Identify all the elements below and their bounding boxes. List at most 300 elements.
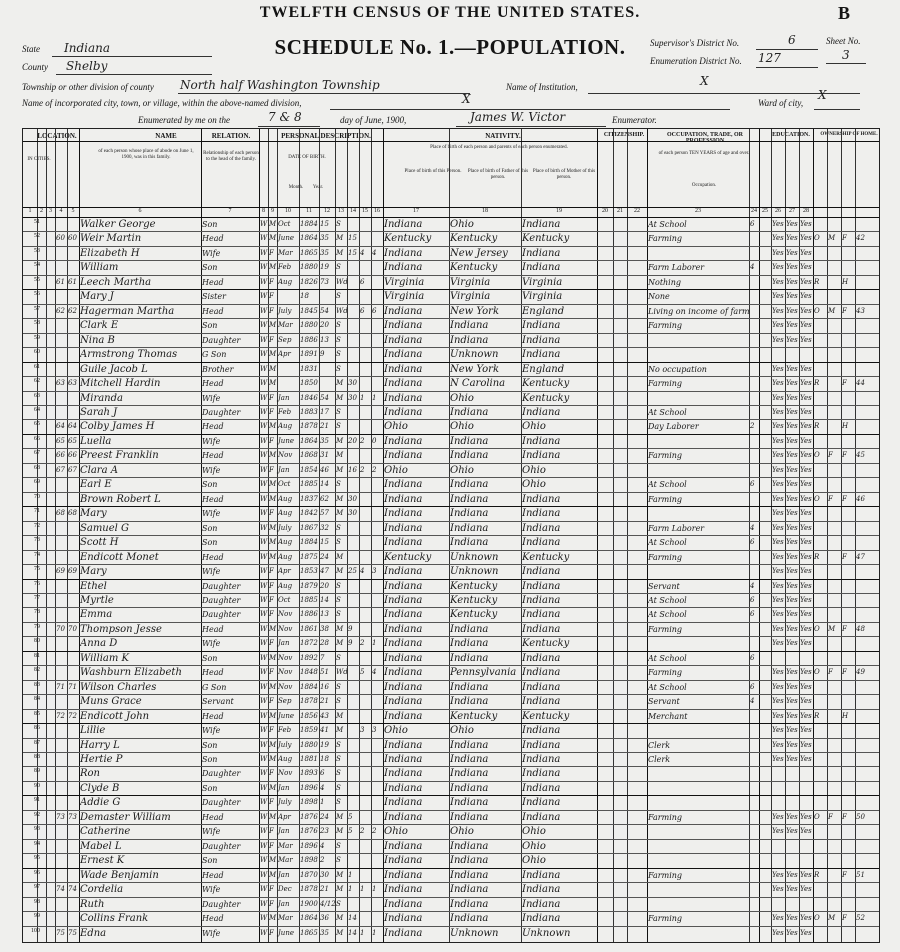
cell-schedule: 43 — [856, 306, 865, 315]
cell-english: Yes — [800, 379, 812, 388]
cell-marital: M — [336, 827, 344, 836]
cell-read: Yes — [772, 321, 784, 330]
cell-read: Yes — [772, 277, 784, 286]
cell-dwelling: 75 — [56, 928, 65, 937]
column-number: 1 — [28, 208, 32, 214]
cell-read: Yes — [772, 263, 784, 272]
cell-write: Yes — [786, 234, 798, 243]
cell-line: 76 — [34, 580, 40, 587]
cell-birth: Indiana — [384, 334, 423, 346]
cell-marital: S — [336, 422, 341, 431]
cell-color: W — [260, 711, 268, 720]
cell-relation: Head — [202, 552, 224, 562]
cell-birth: Indiana — [384, 638, 423, 650]
cell-birth: Ohio — [384, 421, 408, 433]
cell-yrs-married: 5 — [348, 827, 353, 836]
cell-sex: M — [269, 538, 277, 547]
cell-relation: Wife — [202, 726, 221, 736]
cell-color: W — [260, 451, 268, 460]
cell-read: Yes — [772, 740, 784, 749]
cell-month: July — [278, 740, 292, 749]
cell-line: 58 — [34, 320, 40, 327]
cell-sex: M — [269, 364, 277, 373]
column-number: 25 — [762, 208, 768, 214]
cell-mother-birth: Indiana — [522, 262, 561, 274]
cell-marital: S — [336, 697, 341, 706]
cell-color: W — [260, 263, 268, 272]
cell-mother-birth: Kentucky — [522, 638, 570, 650]
cell-year: 1891 — [300, 350, 318, 359]
table-row — [23, 289, 879, 303]
cell-line: 91 — [34, 797, 40, 804]
cell-relation: Son — [202, 321, 218, 331]
cell-months-not-employed: 2 — [750, 422, 755, 431]
cell-english: Yes — [800, 465, 812, 474]
cell-write: Yes — [786, 509, 798, 518]
cell-read: Yes — [772, 292, 784, 301]
sub-nativity-desc: Place of birth of each person and parents of each person enumerated. — [430, 145, 568, 150]
cell-marital: M — [336, 711, 344, 720]
cell-line: 90 — [34, 782, 40, 789]
cell-read: Yes — [772, 248, 784, 257]
cell-father-birth: Unknown — [450, 349, 499, 361]
cell-children-born: 4 — [360, 248, 365, 257]
cell-father-birth: Ohio — [450, 826, 474, 838]
cell-relation: Daughter — [202, 769, 241, 779]
cell-color: W — [260, 740, 268, 749]
table-row — [23, 362, 879, 376]
cell-line: 86 — [34, 725, 40, 732]
cell-dwelling: 67 — [56, 465, 65, 474]
group-ownership: OWNERSHIP OF HOME. — [820, 132, 878, 137]
table-row — [23, 651, 879, 665]
cell-write: Yes — [786, 682, 798, 691]
cell-year: 1864 — [300, 234, 318, 243]
cell-month: Jan — [278, 393, 290, 402]
cell-yrs-married: 1 — [348, 885, 353, 894]
cell-children-living: 1 — [372, 928, 377, 937]
cell-color: W — [260, 841, 268, 850]
cell-marital: S — [336, 610, 341, 619]
cell-read: Yes — [772, 234, 784, 243]
cell-father-birth: Unknown — [450, 927, 499, 939]
cell-children-living: 4 — [372, 248, 377, 257]
cell-english: Yes — [800, 610, 812, 619]
cell-english: Yes — [800, 263, 812, 272]
cell-family: 67 — [68, 465, 77, 474]
cell-line: 56 — [34, 291, 40, 298]
table-row — [23, 318, 879, 332]
cell-sex: F — [269, 928, 274, 937]
cell-birth: Indiana — [384, 435, 423, 447]
cell-year: 1893 — [300, 769, 318, 778]
cell-mother-birth: Indiana — [522, 609, 561, 621]
cell-farm: F — [842, 234, 847, 243]
cell-months-not-employed: 6 — [750, 220, 755, 228]
cell-line: 95 — [34, 855, 40, 862]
cell-read: Yes — [772, 711, 784, 720]
cell-write: Yes — [786, 436, 798, 445]
cell-line: 61 — [34, 363, 40, 370]
table-row — [23, 217, 879, 231]
cell-relation: Son — [202, 755, 218, 765]
cell-color: W — [260, 248, 268, 257]
cell-relation: Wife — [202, 567, 221, 577]
cell-birth: Indiana — [384, 493, 423, 505]
cell-relation: Head — [202, 422, 224, 432]
cell-father-birth: Ohio — [450, 392, 474, 404]
cell-family: 63 — [68, 379, 77, 388]
cell-name: Washburn Elizabeth — [80, 667, 182, 679]
table-row — [23, 535, 879, 549]
cell-color: W — [260, 914, 268, 923]
enumeration-district-label: Enumeration District No. — [650, 56, 742, 66]
column-number: 2 — [40, 208, 43, 214]
cell-name: Muns Grace — [80, 696, 142, 708]
cell-marital: S — [336, 899, 341, 908]
cell-sex: M — [269, 451, 277, 460]
cell-relation: Daughter — [202, 595, 241, 605]
cell-relation: Wife — [202, 639, 221, 649]
group-occupation: OCCUPATION, TRADE, OR PROFESSION — [666, 132, 743, 144]
cell-dwelling: 64 — [56, 422, 65, 431]
cell-english: Yes — [800, 393, 812, 402]
cell-relation: Head — [202, 234, 224, 244]
cell-write: Yes — [786, 263, 798, 272]
cell-occupation: At School — [648, 653, 687, 663]
cell-english: Yes — [800, 682, 812, 691]
cell-color: W — [260, 899, 268, 908]
cell-father-birth: New York — [450, 363, 499, 375]
cell-occupation: Farming — [648, 668, 683, 678]
cell-read: Yes — [772, 480, 784, 489]
cell-line: 59 — [34, 334, 40, 341]
cell-read: Yes — [772, 870, 784, 879]
enumerator-label: Enumerator. — [612, 115, 657, 125]
cell-month: Aug — [278, 755, 293, 764]
cell-write: Yes — [786, 465, 798, 474]
cell-age: 18 — [320, 755, 329, 764]
cell-mother-birth: Ohio — [522, 479, 546, 491]
cell-month: July — [278, 798, 292, 807]
cell-father-birth: Indiana — [450, 508, 489, 520]
cell-sex: F — [269, 335, 274, 344]
cell-write: Yes — [786, 451, 798, 460]
cell-year: 1880 — [300, 740, 318, 749]
cell-sex: F — [269, 292, 274, 301]
cell-birth: Indiana — [384, 522, 423, 534]
cell-mother-birth: Ohio — [522, 826, 546, 838]
cell-relation: Son — [202, 856, 218, 866]
cell-name: Wade Benjamin — [80, 869, 159, 881]
cell-yrs-married: 25 — [348, 567, 357, 576]
cell-farm: F — [842, 668, 847, 677]
cell-year: 1884 — [300, 538, 318, 547]
table-row — [23, 347, 879, 361]
cell-occupation: At School — [648, 595, 687, 605]
group-location: LOCATION. — [37, 132, 77, 140]
cell-month: June — [278, 234, 294, 243]
cell-schedule: 50 — [856, 812, 865, 821]
cell-birth: Indiana — [384, 797, 423, 809]
cell-months-not-employed: 6 — [750, 610, 755, 619]
cell-color: W — [260, 567, 268, 576]
cell-name: Earl E — [80, 479, 112, 491]
cell-color: W — [260, 350, 268, 359]
cell-marital: S — [336, 798, 341, 807]
cell-month: Nov — [278, 610, 293, 619]
cell-sex: M — [269, 740, 277, 749]
cell-english: Yes — [800, 277, 812, 286]
cell-farm: F — [842, 379, 847, 388]
cell-father-birth: Ohio — [450, 421, 474, 433]
cell-marital: S — [336, 740, 341, 749]
cell-marital: S — [336, 523, 341, 532]
cell-mother-birth: Virginia — [522, 291, 563, 303]
cell-name: Scott H — [80, 537, 119, 549]
cell-color: W — [260, 639, 268, 648]
cell-relation: Son — [202, 740, 218, 750]
cell-age: 43 — [320, 711, 329, 720]
enumerator-name: James W. Victor — [470, 110, 566, 124]
cell-occupation: Farming — [648, 812, 683, 822]
cell-age: 15 — [320, 538, 329, 547]
cell-sex: F — [269, 248, 274, 257]
cell-father-birth: Ohio — [450, 219, 474, 230]
cell-english: Yes — [800, 914, 812, 923]
cell-mother-birth: Indiana — [522, 320, 561, 332]
cell-line: 98 — [34, 898, 40, 905]
table-row — [23, 506, 879, 520]
cell-line: 96 — [34, 869, 40, 876]
cell-father-birth: Indiana — [450, 623, 489, 635]
cell-father-birth: Ohio — [450, 725, 474, 737]
cell-month: Feb — [278, 263, 292, 272]
cell-year: 1848 — [300, 668, 318, 677]
cell-yrs-married: 9 — [348, 624, 353, 633]
cell-year: 1886 — [300, 610, 318, 619]
cell-mother-birth: Indiana — [522, 508, 561, 520]
cell-write: Yes — [786, 885, 798, 894]
cell-mother-birth: Indiana — [522, 450, 561, 462]
cell-relation: Head — [202, 668, 224, 678]
cell-birth: Indiana — [384, 652, 423, 664]
cell-year: 1837 — [300, 494, 318, 503]
cell-marital: M — [336, 726, 344, 735]
group-citizenship: CITIZENSHIP. — [603, 132, 645, 138]
cell-birth: Indiana — [384, 363, 423, 375]
table-row — [23, 434, 879, 448]
cell-month: Aug — [278, 422, 293, 431]
cell-month: Apr — [278, 350, 291, 359]
cell-line: 66 — [34, 435, 40, 442]
cell-relation: Wife — [202, 465, 221, 475]
cell-color: W — [260, 509, 268, 518]
column-number: 19 — [556, 208, 562, 214]
cell-name: Preest Franklin — [80, 450, 159, 462]
cell-line: 93 — [34, 826, 40, 833]
cell-owned: O — [814, 812, 820, 821]
cell-sex: M — [269, 494, 277, 503]
cell-color: W — [260, 422, 268, 431]
sheet-no-value: 3 — [842, 48, 850, 62]
column-number: 23 — [695, 208, 701, 214]
cell-color: W — [260, 653, 268, 662]
cell-age: 4 — [320, 841, 325, 850]
cell-name: Mary J — [80, 291, 114, 303]
cell-sex: M — [269, 653, 277, 662]
cell-mother-birth: Unknown — [522, 927, 571, 939]
cell-color: W — [260, 407, 268, 416]
cell-month: Mar — [278, 248, 293, 257]
cell-farm: F — [842, 494, 847, 503]
cell-month: Nov — [278, 653, 293, 662]
cell-write: Yes — [786, 726, 798, 735]
cell-occupation: Clerk — [648, 755, 671, 765]
cell-color: W — [260, 610, 268, 619]
cell-months-not-employed: 6 — [750, 653, 755, 662]
enumerated-label: Enumerated by me on the — [138, 115, 230, 125]
cell-farm: F — [842, 552, 847, 561]
cell-mother-birth: England — [522, 305, 565, 317]
cell-color: W — [260, 277, 268, 286]
cell-marital: M — [336, 393, 344, 402]
cell-line: 79 — [34, 623, 40, 630]
cell-mother-birth: Indiana — [522, 754, 561, 766]
cell-age: 19 — [320, 263, 329, 272]
cell-father-birth: Indiana — [450, 782, 489, 794]
cell-birth: Indiana — [384, 898, 423, 910]
cell-line: 94 — [34, 840, 40, 847]
cell-occupation: Farming — [648, 914, 683, 924]
cell-relation: Head — [202, 870, 224, 880]
cell-marital: S — [336, 364, 341, 373]
cell-line: 71 — [34, 508, 40, 515]
cell-month: Apr — [278, 812, 291, 821]
cell-mother-birth: Ohio — [522, 840, 546, 852]
cell-relation: Daughter — [202, 841, 241, 851]
cell-month: Aug — [278, 538, 293, 547]
cell-father-birth: Indiana — [450, 537, 489, 549]
table-row — [23, 795, 879, 809]
cell-year: 1865 — [300, 928, 318, 937]
cell-yrs-married: 30 — [348, 393, 357, 402]
cell-yrs-married: 1 — [348, 870, 353, 879]
cell-dwelling: 60 — [56, 234, 65, 243]
cell-english: Yes — [800, 567, 812, 576]
cell-color: W — [260, 885, 268, 894]
cell-age: 35 — [320, 436, 329, 445]
column-number: 14 — [350, 208, 356, 214]
cell-line: 84 — [34, 696, 40, 703]
cell-write: Yes — [786, 277, 798, 286]
table-row — [23, 622, 879, 636]
cell-english: Yes — [800, 234, 812, 243]
cell-year: 1846 — [300, 393, 318, 402]
cell-children-born: 6 — [360, 277, 365, 286]
cell-dwelling: 73 — [56, 812, 65, 821]
cell-year: 1880 — [300, 321, 318, 330]
column-number: 6 — [138, 208, 142, 214]
cell-occupation: Farming — [648, 234, 683, 244]
sub-birth-father: Place of birth of Father of this person. — [467, 169, 529, 180]
column-number: 3 — [49, 208, 52, 214]
column-number: 24 — [751, 208, 757, 214]
table-row — [23, 607, 879, 621]
cell-birth: Indiana — [384, 768, 423, 780]
cell-family: 71 — [68, 682, 77, 691]
cell-birth: Indiana — [384, 811, 423, 823]
cell-year: 1876 — [300, 812, 318, 821]
cell-mother-birth: Kentucky — [522, 551, 570, 563]
cell-marital: S — [336, 538, 341, 547]
cell-name: Mabel L — [80, 840, 122, 852]
cell-mother-birth: Indiana — [522, 913, 561, 925]
cell-age: 28 — [320, 639, 329, 648]
cell-english: Yes — [800, 538, 812, 547]
cell-relation: Daughter — [202, 407, 241, 417]
cell-english: Yes — [800, 595, 812, 604]
cell-month: Oct — [278, 595, 291, 604]
cell-marital: S — [336, 581, 341, 590]
cell-farm: H — [842, 422, 849, 431]
cell-read: Yes — [772, 914, 784, 923]
cell-sex: F — [269, 436, 274, 445]
table-row — [23, 680, 879, 694]
cell-color: W — [260, 827, 268, 836]
cell-age: 15 — [320, 220, 329, 228]
cell-father-birth: Indiana — [450, 450, 489, 462]
sheet-no-label: Sheet No. — [826, 36, 861, 46]
cell-line: 72 — [34, 522, 40, 529]
cell-color: W — [260, 581, 268, 590]
cell-occupation: At School — [648, 538, 687, 548]
cell-name: Ernest K — [80, 855, 125, 867]
cell-relation: Daughter — [202, 899, 241, 909]
cell-color: W — [260, 393, 268, 402]
table-row — [23, 564, 879, 578]
cell-year: 1859 — [300, 726, 318, 735]
cell-father-birth: Ohio — [450, 464, 474, 476]
column-number: 27 — [789, 208, 795, 214]
township-value: North half Washington Township — [180, 78, 380, 92]
cell-line: 85 — [34, 710, 40, 717]
cell-age: 13 — [320, 335, 329, 344]
cell-mother-birth: Indiana — [522, 537, 561, 549]
cell-english: Yes — [800, 697, 812, 706]
cell-year: 1878 — [300, 422, 318, 431]
cell-occupation: Farming — [648, 321, 683, 331]
cell-sex: F — [269, 827, 274, 836]
cell-birth: Indiana — [384, 609, 423, 621]
cell-sex: M — [269, 682, 277, 691]
cell-name: Addie G — [80, 797, 121, 809]
cell-english: Yes — [800, 827, 812, 836]
cell-name: Brown Robert L — [80, 493, 161, 505]
cell-sex: F — [269, 668, 274, 677]
cell-mother-birth: Kentucky — [522, 378, 570, 390]
cell-father-birth: Indiana — [450, 840, 489, 852]
cell-month: Mar — [278, 856, 293, 865]
cell-father-birth: Indiana — [450, 811, 489, 823]
column-number: 11 — [306, 208, 312, 214]
cell-farm: F — [842, 870, 847, 879]
cell-color: W — [260, 668, 268, 677]
cell-age: 21 — [320, 885, 329, 894]
cell-age: 57 — [320, 509, 329, 518]
cell-birth: Indiana — [384, 479, 423, 491]
cell-write: Yes — [786, 668, 798, 677]
